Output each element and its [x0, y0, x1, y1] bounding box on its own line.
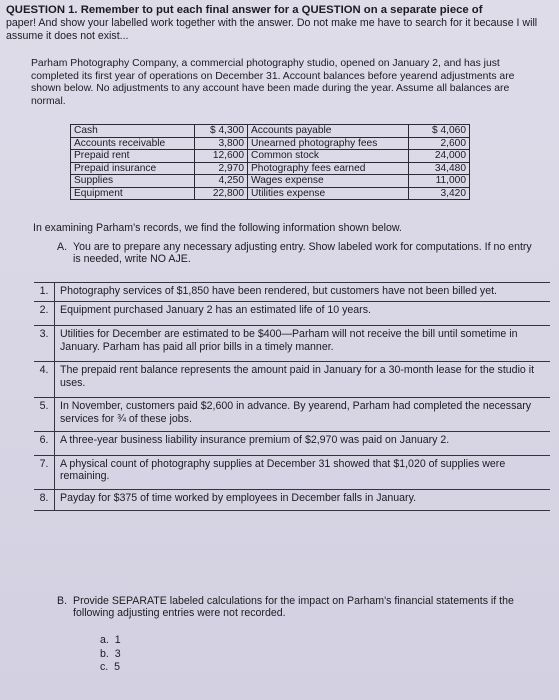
scenario-paragraph: Parham Photography Company, a commercial photography studio, opened on January 2, and has just completed its first year of operations on December 31. Account balances before yearend adjustments are shown below. No adjustments to any account have been made during the year. Assume all balances are normal. [31, 58, 515, 107]
adjustment-item [34, 489, 550, 512]
account-amount: 12,600 [195, 150, 248, 163]
item-text: Photography services of $1,850 have been rendered, but customers have not been billed yet. [60, 285, 497, 297]
account-name: Accounts payable [248, 125, 409, 138]
account-name: Supplies [71, 175, 195, 188]
part-a-letter: A. [57, 241, 68, 253]
adjustment-item [34, 455, 550, 489]
account-name: Wages expense [248, 175, 409, 188]
account-amount: 22,800 [195, 187, 248, 200]
account-amount: 11,000 [409, 175, 470, 188]
account-amount: 3,420 [409, 187, 470, 200]
part-a-instruction [57, 241, 542, 265]
item-number: 2. [34, 302, 55, 326]
examining-sentence: In examining Parham's records, we find the following information shown below. [33, 222, 402, 234]
adjustment-item [34, 431, 550, 455]
account-name: Equipment [71, 187, 195, 200]
balance-row [71, 162, 470, 175]
item-text: In November, customers paid $2,600 in advance. By yearend, Parham had completed the necessary services for ¾ of these jobs. [60, 400, 532, 425]
balance-row [71, 125, 470, 138]
item-text: Utilities for December are estimated to be $400—Parham will not receive the bill until sometime in January. Parham has paid all prior bills in a timely manner. [60, 328, 518, 353]
account-name: Accounts receivable [71, 137, 195, 150]
account-name: Unearned photography fees [248, 137, 409, 150]
account-amount: 2,600 [409, 137, 470, 150]
adjustment-item [34, 282, 550, 301]
balance-row [71, 175, 470, 188]
item-number: 5. [34, 398, 55, 431]
account-name: Prepaid rent [71, 150, 195, 163]
item-number: 8. [34, 490, 55, 511]
item-text: The prepaid rent balance represents the amount paid in January for a 30-month lease for the studio it uses. [60, 364, 535, 389]
account-balances-table [70, 124, 470, 200]
balance-row [71, 137, 470, 150]
item-number: 1. [34, 283, 55, 301]
part-b-item [100, 634, 121, 648]
part-b-item [100, 648, 121, 662]
item-text: A three-year business liability insurance premium of $2,970 was paid on January 2. [60, 434, 450, 446]
account-amount: $ 4,300 [195, 125, 248, 138]
item-text: A physical count of photography supplies at December 31 showed that $1,020 of supplies were remaining. [60, 457, 506, 482]
account-name: Utilities expense [248, 187, 409, 200]
item-text: Equipment purchased January 2 has an estimated life of 10 years. [60, 303, 371, 316]
part-b-letter: B. [57, 595, 68, 607]
adjustment-item [34, 397, 550, 431]
balance-row [71, 150, 470, 163]
adjustment-item [34, 301, 550, 326]
account-name: Photography fees earned [248, 162, 409, 175]
adjustment-item [34, 325, 550, 361]
account-amount: 4,250 [195, 175, 248, 188]
account-amount: 3,800 [195, 137, 248, 150]
part-b-item-value: 5 [114, 661, 121, 673]
item-text: Payday for $375 of time worked by employees in December falls in January. [60, 491, 417, 504]
part-b-item-letter: c. [100, 661, 109, 673]
part-b-instruction [57, 595, 527, 619]
question-title: QUESTION 1. Remember to put each final answer for a QUESTION on a separate piece of [6, 4, 483, 16]
part-b-text: Provide SEPARATE labeled calculations for the impact on Parham's financial statements if the following adjusting entries were not recorded. [73, 595, 514, 619]
part-b-item-letter: a. [100, 634, 109, 646]
part-a-text: You are to prepare any necessary adjusting entry. Show labeled work for computations. If no entry is needed, write NO AJE. [73, 241, 532, 265]
adjustment-item [34, 361, 550, 397]
part-b-item-value: 3 [114, 647, 121, 660]
item-number: 6. [34, 432, 55, 455]
account-amount: 2,970 [195, 162, 248, 175]
part-b-item-list [100, 634, 121, 675]
adjustment-items-table [34, 282, 550, 511]
account-name: Prepaid insurance [71, 162, 195, 175]
item-number: 3. [34, 326, 55, 361]
item-number: 7. [34, 456, 55, 489]
account-name: Common stock [248, 150, 409, 163]
question-instruction: paper! And show your labelled work together with the answer. Do not make me have to search for it because I will assume it does not exist... [6, 17, 538, 42]
part-b-item-value: 1 [114, 634, 121, 646]
account-amount: 24,000 [409, 150, 470, 163]
part-b-item [100, 661, 121, 675]
balance-row [71, 187, 470, 200]
part-b-item-letter: b. [100, 647, 109, 660]
item-number: 4. [34, 362, 55, 397]
account-amount: 34,480 [409, 162, 470, 175]
account-name: Cash [71, 125, 195, 138]
account-amount: $ 4,060 [409, 125, 470, 138]
